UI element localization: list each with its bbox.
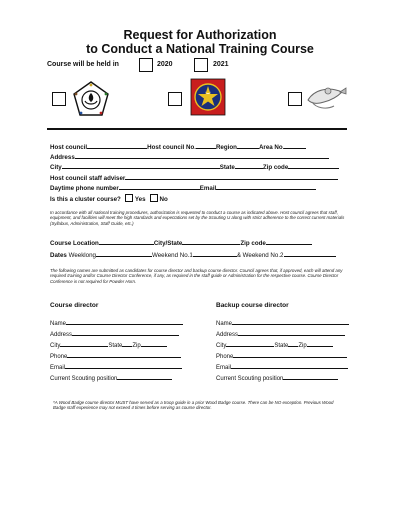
director-email-row (50, 362, 182, 372)
zip-label: Zip code (262, 164, 289, 171)
backup-phone-field[interactable] (233, 351, 347, 358)
cluster-course-row (50, 194, 168, 204)
nyltc-emblem-icon (190, 78, 226, 116)
director-city-field[interactable] (60, 340, 108, 347)
agreement-paragraph: In accordance with all national training procedures, authorization is requested to conduct a course as indicated above. Host council agrees that staff, equipment, and facilities will meet the high standards and expectations set by the Scouting U along with strict adherence to the correct current materials (Syllabus, Administration, Staff Guide, etc.) (50, 210, 345, 226)
backup-address-row (216, 329, 345, 339)
backup-zip-field[interactable] (307, 340, 333, 347)
city-state-zip-row (50, 162, 339, 172)
address-field[interactable] (75, 152, 329, 159)
form-title-line1: Request for Authorization (123, 28, 277, 42)
host-council-no-field[interactable] (196, 142, 216, 149)
director-phone-field[interactable] (67, 351, 181, 358)
year-2021-label: 2021 (213, 61, 229, 68)
course-location-label: Course Location (50, 240, 99, 247)
backup-city-row (216, 340, 333, 350)
wood-badge-emblem-icon (72, 80, 110, 118)
email-label: Email (199, 185, 217, 192)
director-address-row (50, 329, 179, 339)
director-city-label: City (50, 343, 61, 349)
dates-label: Dates (50, 252, 67, 259)
year-2020-label: 2020 (157, 61, 173, 68)
candidates-paragraph: The following names are submitted as candidates for course director and backup course director. Council agrees that, if approved, each will attend any required training and/or Course Director Conference, if any, as required in the staff guide or Administration for the respective course. Course Director Conference is not required for Powder Horn. (50, 268, 343, 284)
cluster-yes-checkbox[interactable] (125, 194, 133, 202)
state-label: State (219, 164, 235, 171)
backup-address-field[interactable] (238, 329, 345, 336)
director-position-row (50, 373, 172, 383)
city-field[interactable] (62, 162, 220, 169)
weekend1-label: Weekend No.1 (152, 252, 193, 259)
year-2020-checkbox[interactable] (139, 58, 153, 72)
director-name-label: Name (50, 321, 67, 327)
state-field[interactable] (235, 162, 263, 169)
weeklong-label: Weeklong (68, 252, 96, 259)
footnote: *A Wood Badge course director MUST have served as a troop guide in a prior Wood Badge course. There can be NO exception. Previous Wood Badge staff experience may not exceed 4 times before serving as course director. (53, 400, 334, 411)
staff-adviser-row (50, 173, 338, 183)
area-no-field[interactable] (284, 142, 306, 149)
weeklong-field[interactable] (96, 250, 152, 257)
form-title-line2: to Conduct a National Training Course (86, 42, 314, 56)
backup-position-row (216, 373, 338, 383)
year-selection-row (47, 58, 347, 74)
weekend2-label: & Weekend No.2 (236, 252, 284, 259)
area-no-label: Area No. (258, 144, 285, 151)
host-council-row (50, 142, 306, 152)
backup-address-label: Address (216, 332, 239, 338)
daytime-phone-field[interactable] (119, 183, 200, 190)
phone-email-row (50, 183, 316, 193)
nyltc-checkbox[interactable] (168, 92, 182, 106)
director-position-label: Current Scouting position (50, 376, 118, 382)
director-state-label: State (108, 343, 123, 349)
course-zip-field[interactable] (266, 238, 312, 245)
backup-phone-label: Phone (216, 354, 234, 360)
backup-director-title: Backup course director (216, 302, 289, 309)
backup-name-field[interactable] (232, 318, 349, 325)
course-city-state-field[interactable] (182, 238, 240, 245)
director-position-field[interactable] (117, 373, 172, 380)
director-phone-label: Phone (50, 354, 68, 360)
backup-zip-label: Zip (298, 343, 307, 349)
daytime-phone-label: Daytime phone number (50, 185, 119, 192)
cluster-no-label: No (159, 196, 168, 203)
director-name-field[interactable] (66, 318, 183, 325)
zip-field[interactable] (288, 162, 339, 169)
weekend2-field[interactable] (284, 250, 336, 257)
email-field[interactable] (216, 183, 316, 190)
host-council-field[interactable] (87, 142, 147, 149)
backup-email-row (216, 362, 348, 372)
director-zip-field[interactable] (141, 340, 167, 347)
backup-position-field[interactable] (283, 373, 338, 380)
director-state-field[interactable] (122, 340, 132, 347)
staff-adviser-field[interactable] (125, 173, 338, 180)
director-phone-row (50, 351, 181, 361)
course-director-title: Course director (50, 302, 99, 309)
cluster-no-checkbox[interactable] (150, 194, 158, 202)
director-zip-label: Zip (132, 343, 141, 349)
backup-email-label: Email (216, 365, 232, 371)
address-label: Address (50, 154, 75, 161)
year-label: Course will be held in (47, 61, 119, 68)
staff-adviser-label: Host council staff adviser (50, 175, 126, 182)
backup-city-label: City (216, 343, 227, 349)
region-label: Region (215, 144, 237, 151)
cluster-question-label: Is this a cluster course? (50, 196, 121, 203)
course-location-field[interactable] (99, 238, 154, 245)
host-council-no-label: Host council No. (147, 144, 196, 151)
weekend1-field[interactable] (193, 250, 237, 257)
director-name-row (50, 318, 183, 328)
backup-state-label: State (274, 343, 289, 349)
course-location-row (50, 238, 312, 248)
backup-state-field[interactable] (288, 340, 298, 347)
cluster-yes-label: Yes (134, 196, 146, 203)
backup-name-label: Name (216, 321, 233, 327)
director-address-label: Address (50, 332, 73, 338)
director-address-field[interactable] (72, 329, 179, 336)
backup-position-label: Current Scouting position (216, 376, 284, 382)
city-label: City (50, 164, 62, 171)
section-divider (47, 128, 347, 130)
course-dates-row (50, 250, 336, 260)
host-council-label: Host council (50, 144, 88, 151)
backup-email-field[interactable] (231, 362, 348, 369)
powder-horn-checkbox[interactable] (288, 92, 302, 106)
backup-phone-row (216, 351, 347, 361)
director-email-label: Email (50, 365, 66, 371)
address-row (50, 152, 329, 162)
year-2021-checkbox[interactable] (194, 58, 208, 72)
backup-city-field[interactable] (226, 340, 274, 347)
region-field[interactable] (237, 142, 259, 149)
powder-horn-emblem-icon (304, 82, 348, 114)
director-email-field[interactable] (65, 362, 182, 369)
city-state-label: City/State (153, 240, 183, 247)
wood-badge-checkbox[interactable] (52, 92, 66, 106)
director-city-row (50, 340, 167, 350)
course-zip-label: Zip code (240, 240, 266, 247)
backup-name-row (216, 318, 349, 328)
